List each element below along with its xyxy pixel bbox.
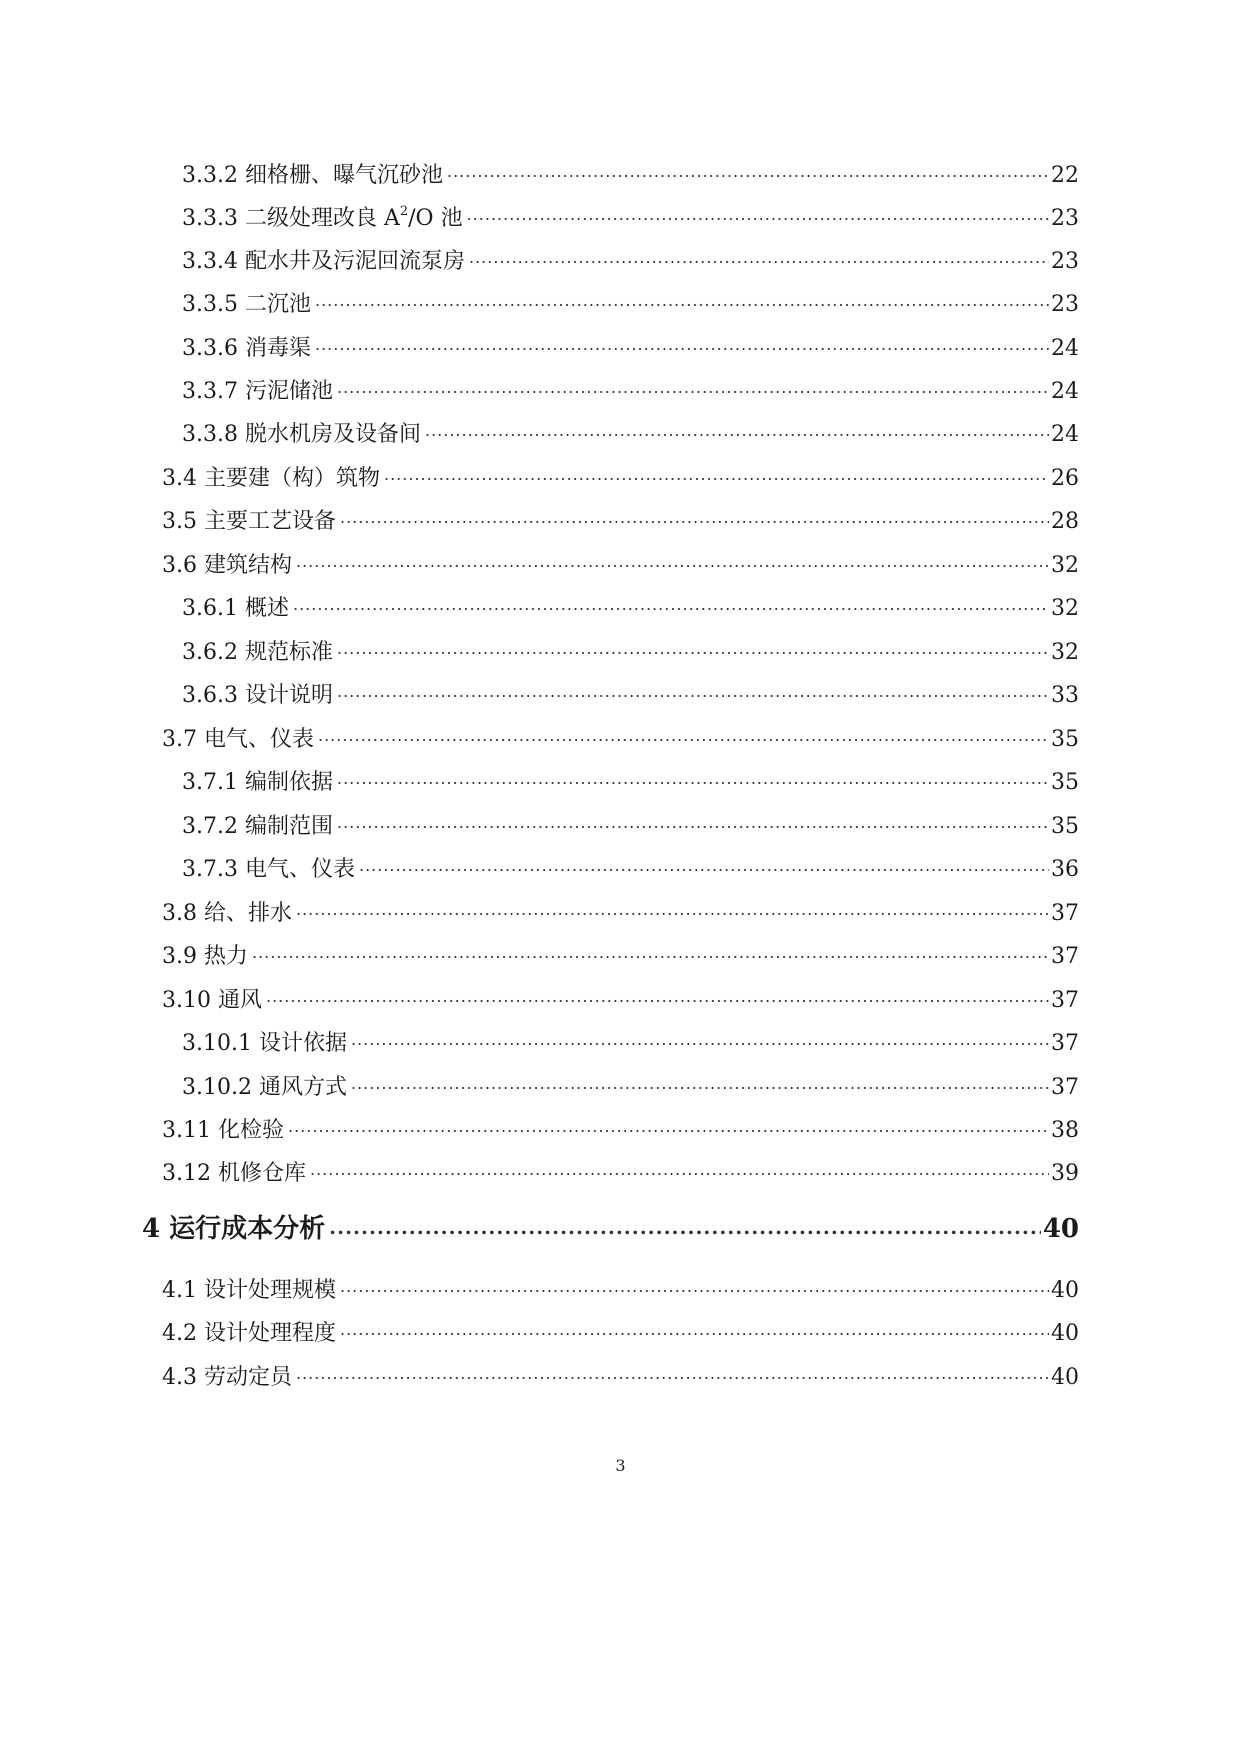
toc-entry-3-3-8[interactable]	[182, 419, 1079, 450]
toc-entry-label: 4.3 劳动定员	[162, 1365, 292, 1390]
toc-leader-dots	[315, 289, 1049, 311]
toc-chapter-label: 4 运行成本分析	[142, 1214, 326, 1244]
toc-leader-dots	[337, 811, 1049, 833]
toc-entry-3-7-3[interactable]	[182, 854, 1079, 885]
toc-entry-page: 35	[1051, 770, 1079, 795]
toc-entry-page: 37	[1051, 1031, 1079, 1056]
toc-entry-label: 3.5 主要工艺设备	[162, 509, 336, 534]
toc-entry-3-3-3[interactable]	[182, 203, 1079, 234]
page-number: 3	[615, 1456, 626, 1475]
toc-entry-page: 32	[1051, 553, 1079, 578]
toc-entry-3-3-2[interactable]	[182, 160, 1079, 191]
toc-entry-label-pre: 3.3.3 二级处理改良 A	[182, 206, 400, 231]
toc-entry-page: 37	[1051, 988, 1079, 1013]
toc-entry-label: 3.10 通风	[162, 988, 262, 1013]
toc-entry-page: 38	[1051, 1118, 1079, 1143]
toc-entry-page: 24	[1051, 336, 1079, 361]
toc-leader-dots	[384, 463, 1049, 485]
toc-entry-label: 3.3.2 细格栅、曝气沉砂池	[182, 163, 443, 188]
toc-entry-page: 36	[1051, 857, 1079, 882]
toc-entry-page: 37	[1051, 944, 1079, 969]
toc-entry-3-8[interactable]	[162, 898, 1079, 929]
toc-entry-3-7[interactable]	[162, 724, 1079, 755]
toc-entry-4-1[interactable]	[162, 1275, 1079, 1306]
toc-entry-4-2[interactable]	[162, 1318, 1079, 1349]
toc-entry-page: 33	[1051, 683, 1079, 708]
toc-leader-dots	[467, 203, 1049, 225]
toc-entry-page: 28	[1051, 509, 1079, 534]
toc-entry-page: 23	[1051, 206, 1079, 231]
toc-entry-page: 40	[1051, 1365, 1079, 1390]
toc-entry-3-10[interactable]	[162, 985, 1079, 1016]
toc-leader-dots	[252, 941, 1049, 963]
toc-entry-label: 3.8 给、排水	[162, 901, 292, 926]
toc-entry-page: 40	[1051, 1278, 1079, 1303]
toc-entry-label: 3.10.1 设计依据	[182, 1031, 347, 1056]
toc-entry-3-4[interactable]	[162, 463, 1079, 494]
toc-entry-3-3-4[interactable]	[182, 246, 1079, 277]
toc-entry-page: 37	[1051, 901, 1079, 926]
toc-entry-3-6-1[interactable]	[182, 593, 1079, 624]
toc-entry-page: 40	[1051, 1321, 1079, 1346]
toc-entry-4-3[interactable]	[162, 1362, 1079, 1393]
toc-leader-dots	[329, 1215, 1041, 1237]
toc-leader-dots	[469, 246, 1049, 268]
toc-entry-label: 3.10.2 通风方式	[182, 1075, 347, 1100]
toc-entry-label: 3.3.6 消毒渠	[182, 336, 311, 361]
toc-entry-label: 4.1 设计处理规模	[162, 1278, 336, 1303]
toc-entry-page: 37	[1051, 1075, 1079, 1100]
toc-entry-label-post: /O 池	[408, 206, 463, 231]
toc-leader-dots	[340, 1275, 1049, 1297]
toc-leader-dots	[351, 1072, 1049, 1094]
toc-leader-dots	[296, 1362, 1049, 1384]
toc-leader-dots	[315, 333, 1049, 355]
toc-entry-3-10-2[interactable]	[182, 1072, 1079, 1103]
toc-entry-3-7-1[interactable]	[182, 767, 1079, 798]
toc-entry-page: 35	[1051, 727, 1079, 752]
toc-entry-label: 3.6.1 概述	[182, 596, 289, 621]
toc-leader-dots	[293, 593, 1049, 615]
toc-entry-label	[182, 204, 463, 234]
toc-entry-page: 24	[1051, 422, 1079, 447]
toc-entry-label: 3.4 主要建（构）筑物	[162, 466, 380, 491]
toc-entry-3-3-7[interactable]	[182, 376, 1079, 407]
toc-entry-page: 24	[1051, 379, 1079, 404]
toc-entry-3-6-3[interactable]	[182, 680, 1079, 711]
toc-entry-label: 3.6 建筑结构	[162, 553, 292, 578]
toc-entry-page: 32	[1051, 640, 1079, 665]
toc-entry-3-5[interactable]	[162, 506, 1079, 537]
toc-leader-dots	[337, 376, 1049, 398]
toc-leader-dots	[359, 854, 1049, 876]
toc-entry-label: 3.9 热力	[162, 944, 248, 969]
toc-entry-3-6-2[interactable]	[182, 637, 1079, 668]
toc-entry-label: 3.6.3 设计说明	[182, 683, 333, 708]
toc-entry-page: 39	[1051, 1161, 1079, 1186]
toc-entry-label-sup: 2	[399, 203, 409, 219]
toc-entry-3-3-5[interactable]	[182, 289, 1079, 320]
toc-entry-3-11[interactable]	[162, 1115, 1079, 1146]
toc-entry-label: 3.3.5 二沉池	[182, 292, 311, 317]
toc-leader-dots	[425, 419, 1049, 441]
toc-leader-dots	[266, 985, 1049, 1007]
toc-chapter-4[interactable]	[142, 1212, 1079, 1246]
toc-entry-label: 3.3.4 配水井及污泥回流泵房	[182, 249, 465, 274]
toc-leader-dots	[340, 1318, 1049, 1340]
toc-leader-dots	[310, 1158, 1049, 1180]
toc-entry-3-12[interactable]	[162, 1158, 1079, 1189]
toc-leader-dots	[318, 724, 1049, 746]
toc-entry-page: 26	[1051, 466, 1079, 491]
toc-leader-dots	[351, 1028, 1049, 1050]
toc-entry-label: 3.7.1 编制依据	[182, 770, 333, 795]
toc-leader-dots	[447, 160, 1049, 182]
toc-entry-label: 3.7.2 编制范围	[182, 814, 333, 839]
toc-leader-dots	[296, 550, 1049, 572]
toc-entry-label: 3.3.7 污泥储池	[182, 379, 333, 404]
toc-entry-label: 3.11 化检验	[162, 1118, 284, 1143]
toc-leader-dots	[288, 1115, 1049, 1137]
toc-entry-label: 3.6.2 规范标准	[182, 640, 333, 665]
toc-entry-3-6[interactable]	[162, 550, 1079, 581]
toc-leader-dots	[296, 898, 1049, 920]
toc-entry-page: 35	[1051, 814, 1079, 839]
toc-entry-3-3-6[interactable]	[182, 333, 1079, 364]
toc-entry-label: 3.3.8 脱水机房及设备间	[182, 422, 421, 447]
toc-leader-dots	[337, 637, 1049, 659]
toc-entry-label: 3.12 机修仓库	[162, 1161, 306, 1186]
toc-entry-page: 23	[1051, 249, 1079, 274]
toc-entry-3-9[interactable]	[162, 941, 1079, 972]
toc-entry-page: 22	[1051, 163, 1079, 188]
toc-chapter-page: 40	[1042, 1214, 1079, 1244]
toc-entry-3-7-2[interactable]	[182, 811, 1079, 842]
toc-entry-label: 3.7.3 电气、仪表	[182, 857, 355, 882]
toc-entry-label: 3.7 电气、仪表	[162, 727, 314, 752]
toc-entry-label: 4.2 设计处理程度	[162, 1321, 336, 1346]
toc-leader-dots	[340, 506, 1049, 528]
toc-leader-dots	[337, 680, 1049, 702]
toc-entry-page: 23	[1051, 292, 1079, 317]
toc-leader-dots	[337, 767, 1049, 789]
toc-entry-page: 32	[1051, 596, 1079, 621]
toc-entry-3-10-1[interactable]	[182, 1028, 1079, 1059]
